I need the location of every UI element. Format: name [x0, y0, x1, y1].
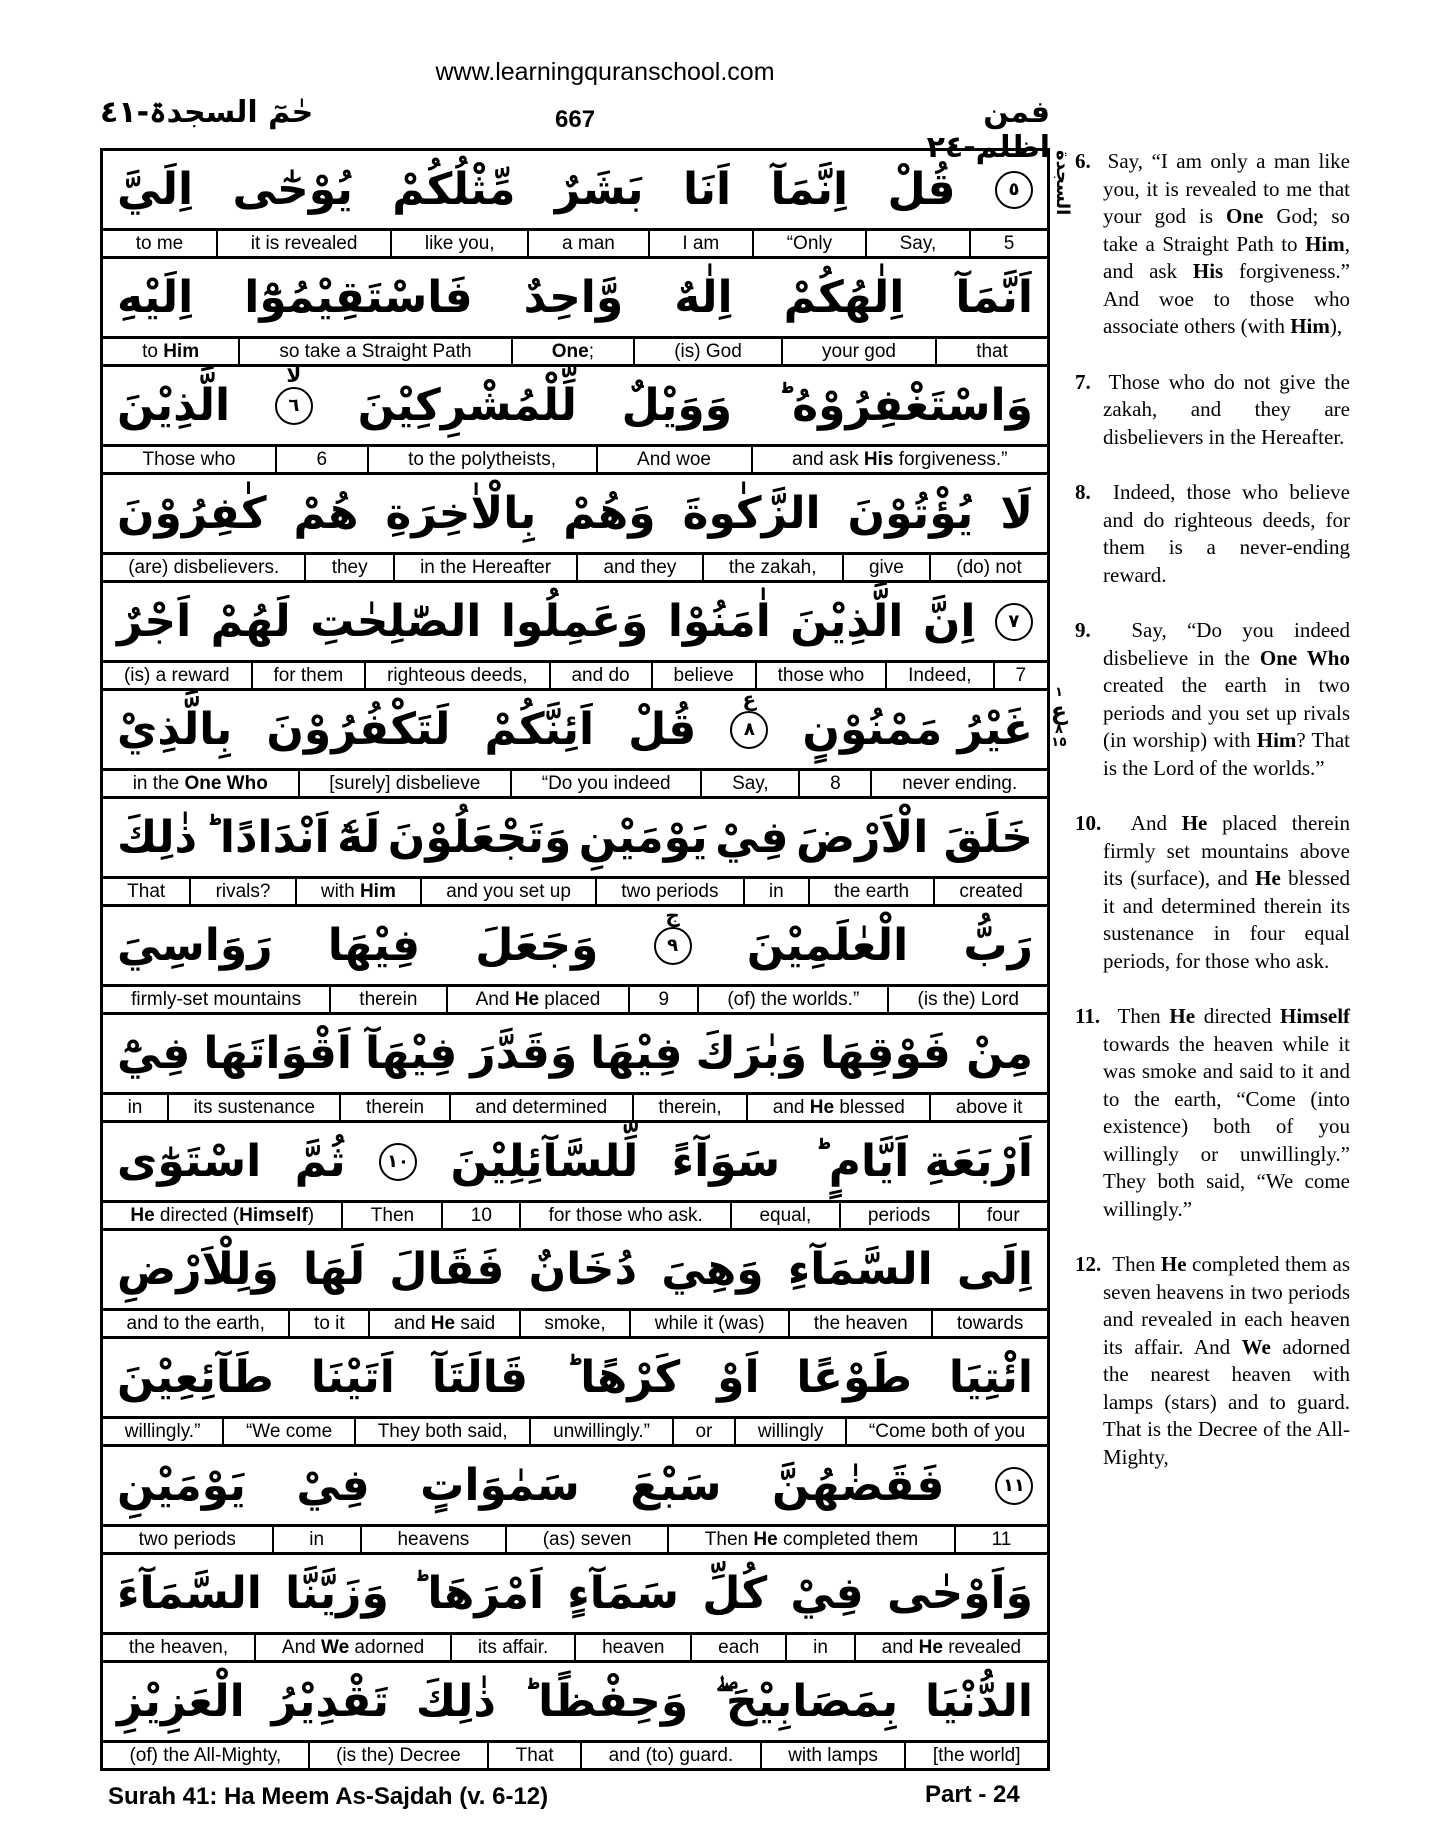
arabic-word: وَهِيَ: [661, 1243, 764, 1295]
verse-text: Indeed, those who believe and do righteous deeds, for them is a never-ending reward.: [1103, 480, 1350, 587]
arabic-word: اَنَا: [682, 163, 732, 215]
translation-column: [1075, 148, 1350, 1499]
arabic-word: فِيْ: [715, 811, 789, 863]
verse-text: And He placed therein firmly set mountains above its (surface), and He blessed it and determined therein its sustenance in four equal periods, for those who ask.: [1103, 811, 1351, 973]
arabic-word: الَّذِيْنَ: [117, 379, 231, 431]
word-translation-cell: 5: [969, 231, 1047, 256]
english-row: [103, 1311, 1047, 1339]
verse-number-arabic: ١٠: [387, 1151, 410, 1172]
arabic-word: السَّمَآءَ: [117, 1567, 262, 1619]
word-translation-cell: that: [935, 339, 1047, 364]
verse-number: 6.: [1075, 149, 1091, 173]
english-row: [103, 1527, 1047, 1555]
word-translation-cell: for them: [251, 663, 365, 688]
word-translation-cell: and ask His forgiveness.”: [751, 447, 1047, 472]
word-translation-cell: righteous deeds,: [364, 663, 548, 688]
verse-number-arabic: ٦: [288, 395, 300, 416]
word-translation-cell: unwillingly.”: [529, 1419, 671, 1444]
verse-number: 11.: [1075, 1004, 1101, 1028]
word-translation-cell: a man: [527, 231, 647, 256]
arabic-word: خَلَقَ الْاَرْضَ: [795, 811, 1033, 863]
arabic-word: اِنَّ: [922, 595, 976, 647]
word-translation-cell: (do) not: [929, 555, 1047, 580]
word-translation-cell: Say,: [865, 231, 969, 256]
word-translation-cell: (is) God: [633, 339, 781, 364]
word-translation-cell: in: [127, 1097, 143, 1118]
word-translation-cell: and He blessed: [746, 1095, 929, 1120]
ruku-num-top: ١: [1055, 685, 1063, 700]
word-translation-cell: heavens: [360, 1527, 505, 1552]
word-translation-cell: rivals?: [189, 879, 294, 904]
word-translation-cell: the heaven,: [128, 1637, 229, 1658]
arabic-word: بِمَصَابِيْحَ ۖ: [715, 1675, 899, 1727]
arabic-word: طَوْعًا: [796, 1351, 913, 1403]
arabic-word: اَئِنَّكُمْ: [484, 703, 595, 755]
word-translation-cell: (is) a reward: [123, 665, 230, 686]
arabic-word: وَجَعَلَ: [475, 919, 599, 971]
arabic-word: السَّمَآءِ: [787, 1243, 933, 1295]
word-translation-cell: 9: [628, 987, 697, 1012]
arabic-word: الصّٰلِحٰتِ: [310, 595, 482, 647]
arabic-word: وَهُمْ: [563, 487, 656, 539]
word-translation-cell: in: [785, 1635, 854, 1660]
verse-translation: [1075, 148, 1350, 341]
arabic-word: اَرْبَعَةِ اَيَّامٍ ؕ: [813, 1135, 1033, 1187]
word-translation-cell: above it: [929, 1095, 1047, 1120]
arabic-word: اِلٰهُكُمْ: [783, 271, 905, 323]
arabic-word: دُخَانٌ: [528, 1243, 638, 1295]
arabic-word: كُلِّ: [702, 1567, 768, 1619]
word-translation-cell: therein,: [632, 1095, 746, 1120]
verse-end-marker-icon: [995, 171, 1033, 209]
word-translation-cell: in: [272, 1527, 360, 1552]
arabic-word: فِيْهَا: [590, 1027, 683, 1079]
word-translation-cell: your god: [781, 339, 935, 364]
arabic-word: اِلَى: [956, 1243, 1033, 1295]
word-translation-cell: “Do you indeed: [510, 771, 700, 796]
english-row: [103, 987, 1047, 1015]
word-translation-cell: One;: [511, 339, 633, 364]
arabic-row: [103, 1015, 1047, 1095]
word-translation-cell: therein: [339, 1095, 448, 1120]
word-translation-cell: those who: [755, 663, 886, 688]
english-row: [103, 231, 1047, 259]
arabic-word: بِالْاٰخِرَةِ: [385, 487, 537, 539]
ruku-num-mid: ٨: [1055, 722, 1063, 737]
arabic-word: الْعٰلَمِيْنَ: [746, 919, 909, 971]
pause-sign: لا: [286, 362, 302, 387]
arabic-word: لَتَكْفُرُوْنَ: [266, 703, 451, 755]
verse-translation: [1075, 617, 1350, 782]
verse-text: Say, “I am only a man like you, it is revealed to me that your god is One God; so take a Straight Path to Him, and ask His forgiveness.” And woe to those who associate others (with Him),: [1103, 149, 1351, 338]
english-row: [103, 447, 1047, 475]
word-translation-cell: so take a Straight Path: [238, 339, 510, 364]
ruku-num-bottom: ١٥: [1051, 735, 1067, 750]
word-translation-cell: in the Hereafter: [393, 555, 576, 580]
arabic-word: مِنْ فَوْقِهَا: [820, 1027, 1033, 1079]
arabic-word: ائْتِيَا: [948, 1351, 1033, 1403]
surah-arabic-title: حٰمٓ السجدۃ-٤١: [100, 95, 314, 130]
word-translation-cell: its sustenance: [167, 1095, 340, 1120]
word-translation-cell: they: [304, 555, 392, 580]
arabic-word: وَلِلْاَرْضِ: [117, 1243, 279, 1295]
arabic-word: لَهٗٓ: [337, 811, 381, 863]
arabic-word: بَشَرٌ: [554, 163, 644, 215]
word-translation-cell: two periods: [595, 879, 743, 904]
word-translation-cell: and do: [549, 663, 651, 688]
arabic-row: [103, 1231, 1047, 1311]
verse-number: 9.: [1075, 618, 1091, 642]
ruku-margin-mark: [1046, 686, 1072, 749]
arabic-word: قُلْ: [887, 163, 956, 215]
word-translation-cell: for those who ask.: [519, 1203, 730, 1228]
arabic-word: اَتَيْنَا: [310, 1351, 395, 1403]
word-translation-cell: smoke,: [519, 1311, 629, 1336]
word-translation-cell: the earth: [808, 879, 933, 904]
arabic-word: رَبُّ: [963, 919, 1033, 971]
word-translation-cell: 11: [954, 1527, 1047, 1552]
arabic-word: قُلْ: [628, 703, 697, 755]
verse-translation: [1075, 810, 1350, 975]
english-row: [103, 663, 1047, 691]
word-translation-cell: (are) disbelievers.: [128, 557, 280, 578]
arabic-word: اِلٰهٌ: [674, 271, 733, 323]
word-translation-cell: and to the earth,: [126, 1313, 265, 1334]
verse-text: Say, “Do you indeed disbelieve in the One Who created the earth in two periods and you set up rivals (in worship) with Him? That is the Lord of the worlds.”: [1103, 618, 1350, 780]
verse-number: 12.: [1075, 1252, 1102, 1276]
arabic-word: اَقْوَاتَهَا: [203, 1027, 352, 1079]
verse-translation: [1075, 479, 1350, 589]
verse-translation: [1075, 1003, 1350, 1223]
arabic-row: [103, 902, 1047, 987]
arabic-word: لِّلْمُشْرِكِيْنَ: [357, 379, 577, 431]
arabic-word: الَّذِيْنَ: [790, 595, 904, 647]
word-translation-cell: or: [672, 1419, 734, 1444]
word-translation-cell: to it: [288, 1311, 368, 1336]
arabic-row: [103, 362, 1047, 447]
word-translation-cell: like you,: [390, 231, 527, 256]
arabic-row: [103, 799, 1047, 879]
word-translation-cell: 6: [275, 447, 367, 472]
arabic-row: [103, 583, 1047, 663]
word-translation-cell: Indeed,: [885, 663, 992, 688]
word-translation-cell: while it (was): [629, 1311, 788, 1336]
word-translation-cell: and He revealed: [854, 1635, 1047, 1660]
arabic-word: ذٰلِكَ: [117, 811, 198, 863]
arabic-word: الزَّكٰوةَ: [682, 487, 821, 539]
arabic-row: [103, 1555, 1047, 1635]
arabic-word: لَهَا: [303, 1243, 366, 1295]
verse-number-arabic: ٧: [1008, 611, 1020, 632]
arabic-word: يَوْمَيْنِ: [578, 811, 708, 863]
word-translation-cell: created: [933, 879, 1047, 904]
arabic-word: يُؤْتُوْنَ: [847, 487, 974, 539]
word-translation-cell: And woe: [596, 447, 751, 472]
arabic-word: فِيْهَآ: [364, 1027, 458, 1079]
word-translation-cell: and (to) guard.: [580, 1743, 760, 1768]
word-translation-cell: They both said,: [354, 1419, 529, 1444]
arabic-word: لَهُمْ: [210, 595, 291, 647]
word-translation-cell: it is revealed: [216, 231, 390, 256]
arabic-word: يَوْمَيْنِ: [117, 1459, 246, 1511]
arabic-word: اِلَيْهِ: [117, 271, 194, 323]
site-url: www.learningquranschool.com: [435, 58, 775, 86]
verse-end-marker-icon: [275, 362, 313, 425]
word-translation-cell: with lamps: [760, 1743, 905, 1768]
pause-sign: ج: [665, 902, 680, 927]
word-translation-cell: give: [842, 555, 929, 580]
word-translation-cell: Those who: [142, 449, 236, 470]
arabic-word: هُمْ: [293, 487, 359, 539]
arabic-word: فَقَالَ: [389, 1243, 505, 1295]
verse-number-arabic: ٨: [743, 719, 755, 740]
arabic-word: سَوَآءً: [671, 1135, 781, 1187]
arabic-word: لَا: [1000, 487, 1033, 539]
word-translation-cell: the zakah,: [702, 555, 842, 580]
arabic-word: سَبْعَ: [630, 1459, 722, 1511]
pause-sign: ع: [742, 686, 757, 711]
ruku-letter: ع: [1050, 697, 1068, 725]
word-translation-cell: and you set up: [420, 879, 595, 904]
sajdah-margin-mark: السجدة: [1052, 150, 1073, 216]
verse-number: 8.: [1075, 480, 1091, 504]
verse-translation: [1075, 369, 1350, 452]
word-translation-cell: four: [958, 1203, 1047, 1228]
word-translation-cell: periods: [839, 1203, 958, 1228]
word-translation-cell: to the polytheists,: [367, 447, 596, 472]
word-translation-cell: its affair.: [450, 1635, 574, 1660]
arabic-word: اَنَّمَآ: [955, 271, 1033, 323]
arabic-word: وَزَيَّنَّا: [285, 1567, 389, 1619]
english-row: [103, 1419, 1047, 1447]
word-translation-cell: and determined: [449, 1095, 632, 1120]
arabic-word: ثُمَّ: [294, 1135, 346, 1187]
arabic-word: طَآئِعِيْنَ: [117, 1351, 274, 1403]
arabic-word: غَيْرُ مَمْنُوْنٍ: [802, 703, 1033, 755]
arabic-word: ذٰلِكَ: [415, 1675, 496, 1727]
word-translation-cell: never ending.: [870, 771, 1047, 796]
word-translation-cell: firmly-set mountains: [131, 989, 302, 1010]
arabic-word: فِيْٓ: [117, 1027, 191, 1079]
arabic-word: تَقْدِيْرُ: [271, 1675, 390, 1727]
arabic-word: بِالَّذِيْ: [117, 703, 233, 755]
word-translation-cell: equal,: [730, 1203, 838, 1228]
arabic-word: اِلَيَّ: [117, 163, 194, 215]
arabic-word: الدُّنْيَا: [924, 1675, 1033, 1727]
arabic-word: قَالَتَآ: [431, 1351, 529, 1403]
word-translation-cell: to me: [135, 233, 184, 254]
arabic-word: سَمَآءٍ: [567, 1567, 680, 1619]
arabic-word: اسْتَوٰٓى: [117, 1135, 262, 1187]
arabic-word: اَجْرٌ: [117, 595, 192, 647]
word-translation-cell: with Him: [295, 879, 420, 904]
arabic-row: [103, 1663, 1047, 1743]
verse-end-marker-icon: [654, 902, 692, 965]
word-translation-cell: in the One Who: [132, 773, 268, 794]
word-translation-cell: heaven: [574, 1635, 690, 1660]
word-translation-cell: willingly.”: [124, 1421, 201, 1442]
word-translation-cell: 10: [441, 1203, 519, 1228]
verse-end-marker-icon: [995, 1467, 1033, 1505]
word-translation-cell: willingly: [734, 1419, 845, 1444]
word-translation-cell: And He placed: [446, 987, 629, 1012]
english-row: [103, 1635, 1047, 1663]
word-translation-cell: Say,: [700, 771, 798, 796]
arabic-word: اٰمَنُوْا: [667, 595, 771, 647]
arabic-word: وَقَدَّرَ: [470, 1027, 578, 1079]
word-translation-cell: 8: [798, 771, 870, 796]
juz-arabic-title: فمن اظلم-٢٤: [926, 95, 1050, 165]
footer-part-label: Part - 24: [925, 1781, 1020, 1808]
arabic-word: وَتَجْعَلُوْنَ: [387, 811, 572, 863]
verse-number-arabic: ٥: [1008, 179, 1020, 200]
arabic-word: وَاَوْحٰى: [886, 1567, 1033, 1619]
arabic-word: لِّلسَّآئِلِيْنَ: [450, 1135, 639, 1187]
arabic-word: يُوْحٰٓى: [232, 163, 353, 215]
arabic-word: وَعَمِلُوا: [500, 595, 649, 647]
arabic-row: [103, 151, 1047, 231]
verse-text: Those who do not give the zakah, and they are disbelievers in the Hereafter.: [1103, 369, 1350, 449]
page-number: 667: [555, 106, 596, 133]
word-translation-cell: believe: [651, 663, 755, 688]
word-translation-cell: I am: [648, 231, 752, 256]
word-by-word-grid: [100, 148, 1050, 1771]
word-translation-cell: therein: [329, 987, 445, 1012]
word-translation-cell: in: [743, 879, 808, 904]
word-translation-cell: That: [127, 881, 166, 902]
word-translation-cell: (as) seven: [505, 1527, 667, 1552]
arabic-row: [103, 259, 1047, 339]
word-translation-cell: He directed (Himself): [130, 1205, 315, 1226]
arabic-word: فِيْ: [790, 1567, 864, 1619]
word-translation-cell: (of) the worlds.”: [697, 987, 887, 1012]
arabic-row: [103, 1447, 1047, 1527]
arabic-word: اَنْدَادًا ؕ: [204, 811, 330, 863]
arabic-row: [103, 1123, 1047, 1203]
arabic-row: [103, 686, 1047, 771]
word-translation-cell: [surely] disbelieve: [298, 771, 510, 796]
arabic-word: وَاسْتَغْفِرُوْهُ ؕ: [776, 379, 1033, 431]
word-translation-cell: “We come: [222, 1419, 354, 1444]
word-translation-cell: [the world]: [904, 1743, 1047, 1768]
word-translation-cell: “Only: [752, 231, 865, 256]
verse-end-marker-icon: [995, 603, 1033, 641]
word-translation-cell: That: [487, 1743, 580, 1768]
arabic-word: وَّاحِدٌ: [523, 271, 624, 323]
word-translation-cell: 7: [993, 663, 1047, 688]
verse-number: 7.: [1075, 369, 1091, 394]
arabic-word: اِنَّمَآ: [770, 163, 849, 215]
english-row: [103, 555, 1047, 583]
word-translation-cell: “Come both of you: [845, 1419, 1047, 1444]
word-translation-cell: (of) the All-Mighty,: [129, 1745, 282, 1766]
arabic-word: مِّثْلُكُمْ: [392, 163, 516, 215]
word-translation-cell: each: [690, 1635, 785, 1660]
word-translation-cell: and He said: [368, 1311, 519, 1336]
word-translation-cell: (is the) Decree: [308, 1743, 488, 1768]
arabic-word: وَحِفْظًا ؕ: [522, 1675, 689, 1727]
verse-end-marker-icon: [730, 686, 768, 749]
english-row: [103, 1203, 1047, 1231]
arabic-word: اَوْ: [717, 1351, 760, 1403]
verse-translation: [1075, 1251, 1350, 1471]
arabic-word: رَوَاسِيَ: [117, 919, 273, 971]
verse-number-arabic: ٩: [667, 935, 679, 956]
verse-end-marker-icon: [379, 1143, 417, 1181]
arabic-word: كٰفِرُوْنَ: [117, 487, 267, 539]
english-row: [103, 1095, 1047, 1123]
verse-text: Then He directed Himself towards the heaven while it was smoke and said to it and to the earth, “Come (into existence) both of you willingly or unwillingly.” They both said, “We come willingly.”: [1103, 1004, 1351, 1221]
arabic-word: وَوَيْلٌ: [621, 379, 733, 431]
arabic-word: فَقَضٰهُنَّ: [772, 1459, 945, 1511]
word-translation-cell: two periods: [138, 1529, 236, 1550]
word-translation-cell: And We adorned: [254, 1635, 450, 1660]
arabic-word: سَمٰوَاتٍ: [420, 1459, 580, 1511]
arabic-word: وَبٰرَكَ: [695, 1027, 808, 1079]
arabic-word: الْعَزِيْزِ: [117, 1675, 245, 1727]
footer-surah-label: Surah 41: Ha Meem As-Sajdah (v. 6-12): [108, 1783, 549, 1810]
english-row: [103, 1743, 1047, 1768]
verse-number: 10.: [1075, 811, 1102, 835]
word-translation-cell: Then He completed them: [667, 1527, 954, 1552]
arabic-word: فَاسْتَقِيْمُوْٓا: [244, 271, 473, 323]
arabic-word: كَرْهًا ؕ: [564, 1351, 681, 1403]
arabic-word: فِيْ: [296, 1459, 370, 1511]
verse-number-arabic: ١١: [1002, 1475, 1025, 1496]
arabic-row: [103, 475, 1047, 555]
arabic-row: [103, 1339, 1047, 1419]
english-row: [103, 339, 1047, 367]
word-translation-cell: towards: [931, 1311, 1047, 1336]
english-row: [103, 771, 1047, 799]
word-translation-cell: Then: [341, 1203, 441, 1228]
verse-text: Then He completed them as seven heavens in two periods and revealed in each heaven its affair. And We adorned the nearest heaven with lamps (stars) and to guard. That is the Decree of the All-Mighty,: [1103, 1252, 1351, 1469]
arabic-word: فِيْهَا: [327, 919, 421, 971]
english-row: [103, 879, 1047, 907]
word-translation-cell: to Him: [142, 341, 200, 362]
word-translation-cell: and they: [576, 555, 701, 580]
word-translation-cell: the heaven: [788, 1311, 931, 1336]
arabic-word: اَمْرَهَا ؕ: [412, 1567, 545, 1619]
word-translation-cell: (is the) Lord: [887, 987, 1047, 1012]
